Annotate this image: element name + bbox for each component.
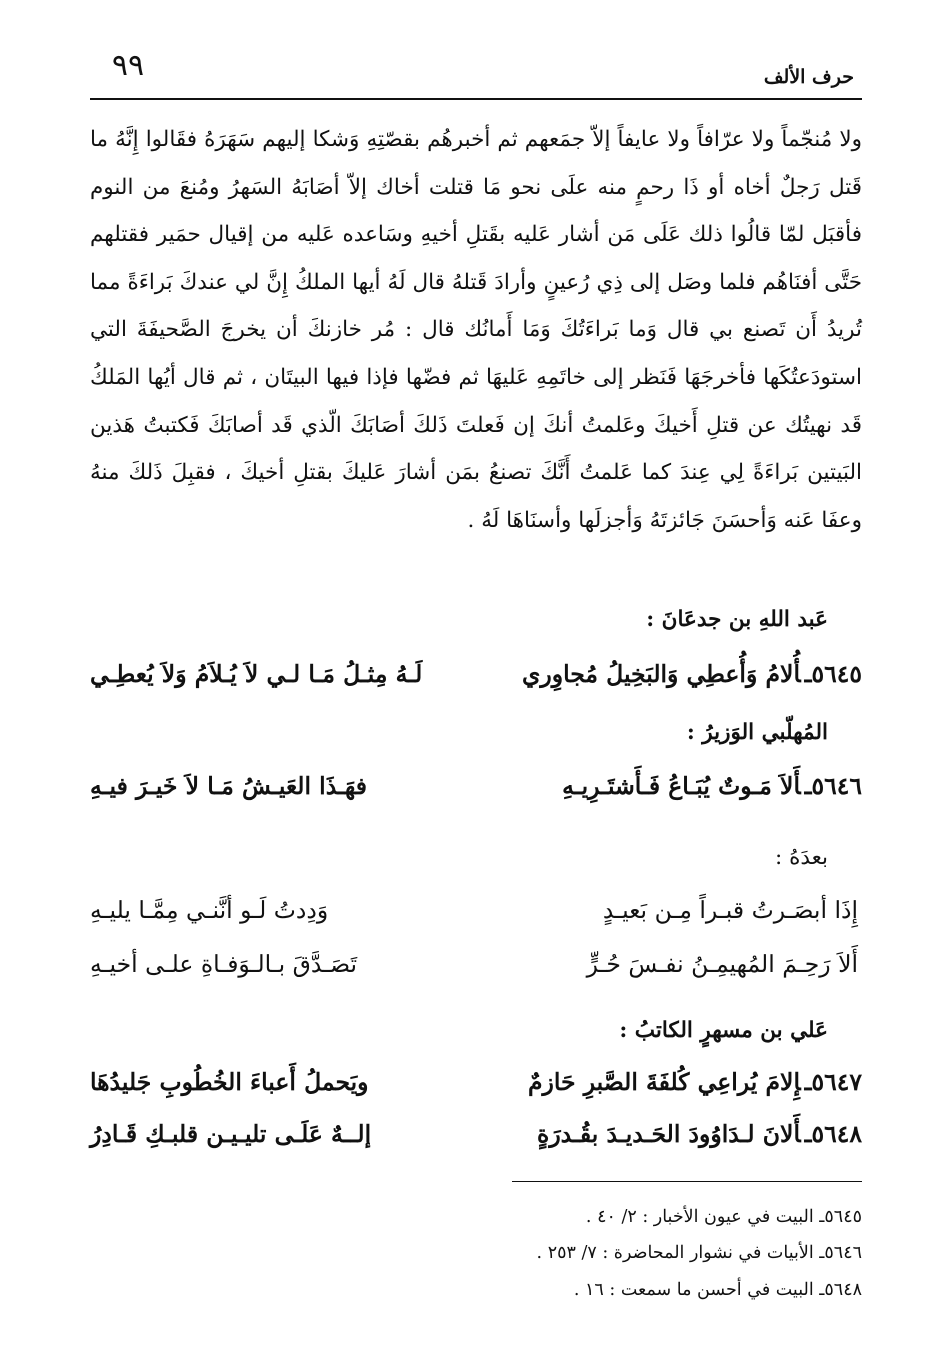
- footnote: ٥٦٤٥ـ البيت في عيون الأخبار : ٢/ ٤٠ .: [585, 1207, 862, 1227]
- footnote: ٥٦٤٦ـ الأبيات في نشوار المحاضرة : ٧/ ٢٥٣ .: [536, 1243, 862, 1263]
- header-rule: [90, 98, 862, 100]
- verse-line: [90, 772, 862, 822]
- first-hemistich: [492, 950, 862, 978]
- verse-line: [90, 950, 862, 1000]
- second-hemistich: وَدِدتُ لَـو أنَّنـي مِمَّـا يليـهِ: [90, 896, 329, 924]
- verse-line: [90, 1120, 862, 1170]
- poet-name: بعدَهُ :: [775, 845, 828, 870]
- first-hemistich-text: أَلانَ لـدَاوُودَ الحَـديـدَ بقُـدرَةٍ: [537, 1120, 801, 1148]
- verse-line: [90, 660, 862, 710]
- verse-number: ٥٦٤٥ـ: [804, 660, 862, 688]
- poet-name: عَلي بن مسهرٍ الكاتبُ :: [619, 1018, 828, 1043]
- second-hemistich: لَـهُ مِثـلُ مَـا لـي لاَ يُـلاَمُ وَلاَ يُعطِـي: [90, 660, 423, 688]
- second-hemistich: فهَـذَا العَيـشُ مَـا لاَ خَيـرَ فيـهِ: [90, 772, 367, 800]
- first-hemistich: [492, 1120, 862, 1148]
- running-head: حرف الألف: [763, 66, 854, 88]
- first-hemistich: [492, 660, 862, 688]
- first-hemistich-text: أَلاَ مَـوتٌ يُبَـاعُ فَـأَشتَـرِيـهِ: [562, 772, 801, 800]
- verse-line: [90, 896, 862, 946]
- first-hemistich-text: إِلامَ يُراعِي كُلفَةَ الصَّبرِ حَازمٌ: [527, 1068, 801, 1096]
- prose-paragraph: ولا مُنجّماً ولا عرّافاً ولا عايفاً إلاّ جمَعهم ثم أخبرهُم بقصّتِهِ وَشكا إليهم سَهَرَهُ فقَالوا إِنَّهُ ما قَتل رَجلٌ أخاه أو ذَا رحمٍ منه علَى نحو مَا قتلت أخاك إلاّ أصَابَهُ السَهرُ ومُنعَ من النوم فأقبَل لمّا قالُوا ذلك عَلَى مَن أشار عَليه بقَتلِ أخيهِ وسَاعده عَليه من إقيال حمَير فقتلهم حَتَّى أفنَاهُم فلما وصَل إلى ذِي رُعينٍ وأرادَ قَتلهُ قال لَهُ أيها الملكُ إِنَّ لي عندكَ بَراءَةً مما تُريدُ أَن تَصنع بي قال وَما بَراءَتُكَ وَمَا أَمانُك قال : مُر خازنكَ أن يخرجَ الصَّحيفَةَ التي استودَعتُكَها فأخرجَهَا فَنَظر إلى خاتَمِهِ عَليهَا ثم فضّها فإذا فيها البيتَان ، ثم قال أيُها المَلكُ قَد نهيتُك عن قتلِ أَخيكَ وعَلمتُ أنكَ إن فَعلتَ ذَلكَ أصَابَكَ الّذي قَد أصابَكَ فَكتبتُ هَذين البَيتين بَراءَةً لِي عِندَ كما عَلمتُ أَنَّكَ تصنعُ بمَن أشارَ عَليكَ بقتلِ أخيكَ ، فقبِلَ ذَلكَ منهُ وعفَا عَنه وَأحسَنَ جَائزتَهُ وَأجزلَها وأسنَاهَا لَهُ .: [90, 127, 862, 533]
- first-hemistich: [492, 1068, 862, 1096]
- verse-line: [90, 1068, 862, 1118]
- verse-number: ٥٦٤٨ـ: [804, 1120, 862, 1148]
- second-hemistich: تَصَـدَّقَ بـالـوَفـاةِ علـى أخيـهِ: [90, 950, 358, 978]
- second-hemistich: إلــهٌ عَلَـى تليـيـن قلبـكِ قَـادِرُ: [90, 1120, 372, 1148]
- first-hemistich: [492, 896, 862, 924]
- verse-number: ٥٦٤٦ـ: [804, 772, 862, 800]
- first-hemistich-text: أَلاَ رَحِـمَ المُهيمِـنُ نفـسَ حُـرٍّ: [586, 950, 858, 978]
- footnote-rule: [512, 1181, 862, 1182]
- second-hemistich: ويَحملُ أَعباءَ الخُطُوبِ جَليدُهَا: [90, 1068, 369, 1096]
- footnote: ٥٦٤٨ـ البيت في أحسن ما سمعت : ١٦ .: [573, 1280, 862, 1300]
- verse-number: ٥٦٤٧ـ: [804, 1068, 862, 1096]
- first-hemistich-text: إِذَا أبصَـرتُ قبـراً مِـن بَعيـدٍ: [602, 896, 858, 924]
- poet-name: المُهلّبي الوَزيرُ :: [686, 720, 828, 745]
- poet-name: عَبد اللهِ بن جدعَانَ :: [646, 607, 828, 632]
- page-number: ٩٩: [111, 48, 145, 83]
- first-hemistich: [492, 772, 862, 800]
- first-hemistich-text: أُلامُ وَأُعطِي وَالبَخِيلُ مُجاوِري: [521, 660, 801, 688]
